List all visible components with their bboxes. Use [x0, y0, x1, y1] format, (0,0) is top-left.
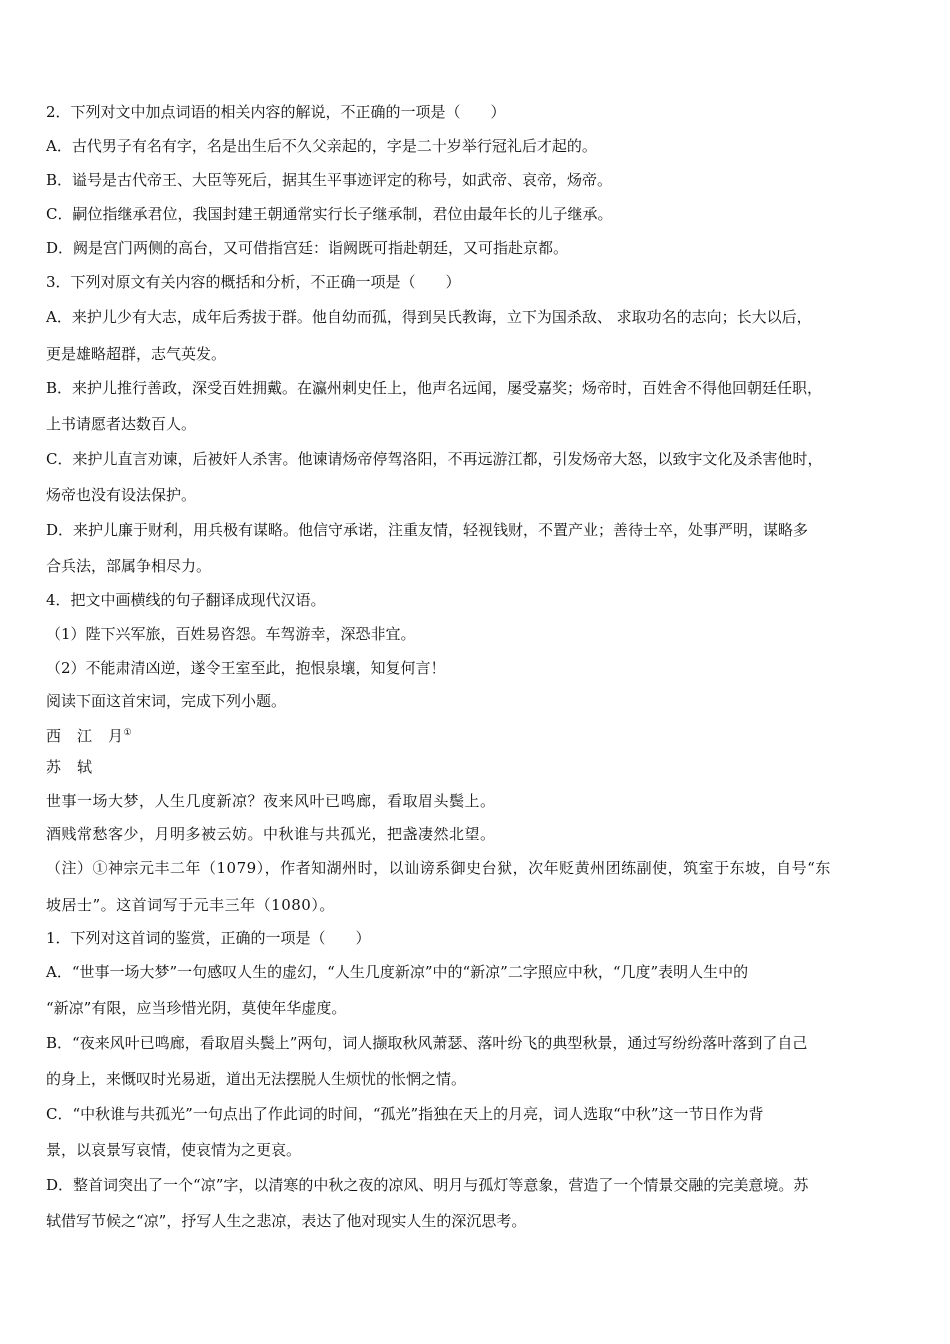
poem-title-text: 西 江 月 [46, 727, 124, 745]
poem-note-line2: 坡居士”。这首词写于元丰三年（1080）。 [46, 896, 335, 914]
pq1-option-a-line1: A．“世事一场大梦”一句感叹人生的虚幻，“人生几度新凉”中的“新凉”二字照应中秋，“几度”表明人生中的 [46, 963, 749, 981]
q3-option-d-line1: D．来护儿廉于财利，用兵极有谋略。他信守承诺，注重友情，轻视钱财，不置产业；善待士卒，处事严明，谋略多 [46, 521, 809, 539]
q4-sentence-2: （2）不能肃清凶逆，遂令王室至此，抱恨泉壤，知复何言！ [46, 659, 446, 677]
q3-option-a-line1: A．来护儿少有大志，成年后秀拔于群。他自幼而孤，得到吴氏教诲，立下为国杀敌、 求取功名的志向；长大以后， [46, 308, 812, 326]
pq1-option-c-line1: C．“中秋谁与共孤光”一句点出了作此词的时间，“孤光”指独在天上的月亮，词人选取“中秋”这一节日作为背 [46, 1105, 764, 1123]
poem-author: 苏 轼 [46, 758, 93, 776]
pq1-option-b-line2: 的身上，来慨叹时光易逝，道出无法摆脱人生烦忧的怅惘之情。 [46, 1070, 467, 1088]
q2-option-c: C．嗣位指继承君位，我国封建王朝通常实行长子继承制，君位由最年长的儿子继承。 [46, 205, 613, 223]
pq1-option-b-line1: B．“夜来风叶已鸣廊，看取眉头鬓上”两句，词人撷取秋风萧瑟、落叶纷飞的典型秋景，通过写纷纷落叶落到了自己 [46, 1034, 808, 1052]
q3-stem: 3．下列对原文有关内容的概括和分析，不正确一项是（ ） [46, 273, 461, 291]
q2-option-d: D．阙是宫门两侧的高台，又可借指宫廷：诣阙既可指赴朝廷，又可指赴京都。 [46, 239, 569, 257]
poem-note-line1: （注）①神宗元丰二年（1079），作者知湖州时，以讪谤系御史台狱，次年贬黄州团练副使，筑室于东坡，自号“东 [46, 859, 831, 877]
q2-stem: 2．下列对文中加点词语的相关内容的解说，不正确的一项是（ ） [46, 103, 506, 121]
pq1-option-c-line2: 景，以哀景写哀情，使哀情为之更哀。 [46, 1141, 302, 1159]
pq1-option-a-line2: “新凉”有限，应当珍惜光阴，莫使年华虚度。 [46, 999, 347, 1017]
q3-option-d-line2: 合兵法，部属争相尽力。 [46, 557, 212, 575]
q3-option-c-line2: 炀帝也没有设法保护。 [46, 486, 197, 504]
pq1-option-d-line1: D．整首词突出了一个“凉”字，以清寒的中秋之夜的凉风、明月与孤灯等意象，营造了一个情景交融的完美意境。苏 [46, 1176, 809, 1194]
q3-option-a-line2: 更是雄略超群，志气英发。 [46, 345, 227, 363]
q3-option-b-line1: B．来护儿推行善政，深受百姓拥戴。在瀛州刺史任上，他声名远闻，屡受嘉奖；炀帝时，百姓舍不得他回朝廷任职， [46, 379, 823, 397]
q4-stem: 4．把文中画横线的句子翻译成现代汉语。 [46, 591, 326, 609]
q4-sentence-1: （1）陛下兴军旅，百姓易咨怨。车驾游幸，深恐非宜。 [46, 625, 416, 643]
q3-option-c-line1: C．来护儿直言劝谏，后被奸人杀害。他谏请炀帝停驾洛阳，不再远游江都，引发炀帝大怒，以致宇文化及杀害他时， [46, 450, 823, 468]
poem-line-1: 世事一场大梦，人生几度新凉？夜来风叶已鸣廊，看取眉头鬓上。 [46, 792, 496, 810]
pq1-option-d-line2: 轼借写节候之“凉”，抒写人生之悲凉，表达了他对现实人生的深沉思考。 [46, 1212, 527, 1230]
poem-title [46, 721, 908, 745]
pq1-stem: 1．下列对这首词的鉴赏，正确的一项是（ ） [46, 929, 371, 947]
q3-option-b-line2: 上书请愿者达数百人。 [46, 415, 197, 433]
q2-option-a: A．古代男子有名有字，名是出生后不久父亲起的，字是二十岁举行冠礼后才起的。 [46, 137, 597, 155]
poem-intro: 阅读下面这首宋词，完成下列小题。 [46, 692, 287, 710]
q2-option-b: B．谥号是古代帝王、大臣等死后，据其生平事迹评定的称号，如武帝、哀帝，炀帝。 [46, 171, 613, 189]
poem-title-footnote-marker: ① [123, 728, 133, 738]
poem-line-2: 酒贱常愁客少，月明多被云妨。中秋谁与共孤光，把盏凄然北望。 [46, 825, 496, 843]
